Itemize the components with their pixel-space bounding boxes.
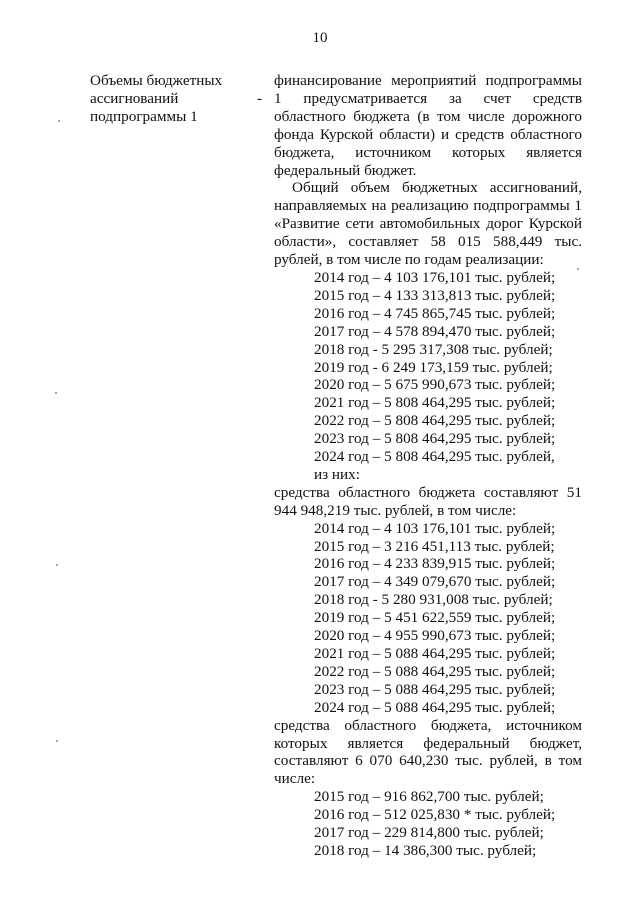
federal-paragraph: средства областного бюджета, источником которых является федеральный бюджет, составляют 6 070 640,230 тыс. рублей, в том числе: <box>274 716 582 788</box>
list-item: 2014 год – 4 103 176,101 тыс. рублей; <box>314 268 556 286</box>
list-item: 2024 год – 5 088 464,295 тыс. рублей; <box>314 698 556 716</box>
list-item: 2022 год – 5 808 464,295 тыс. рублей; <box>314 412 556 430</box>
section-label-line: подпрограммы 1 <box>90 108 198 125</box>
scan-speck <box>55 392 57 394</box>
list-item: 2022 год – 5 088 464,295 тыс. рублей; <box>314 662 556 680</box>
list-item: 2019 год – 5 451 622,559 тыс. рублей; <box>314 609 556 627</box>
list-item: 2023 год – 5 088 464,295 тыс. рублей; <box>314 680 556 698</box>
list-item: 2019 год - 6 249 173,159 тыс. рублей; <box>314 358 553 376</box>
list-item: 2016 год – 4 233 839,915 тыс. рублей; <box>314 555 556 573</box>
list-item: 2018 год - 5 295 317,308 тыс. рублей; <box>314 340 553 358</box>
of-them-label: из них: <box>314 465 360 483</box>
list-item: 2020 год – 4 955 990,673 тыс. рублей; <box>314 627 556 645</box>
total-by-year-list <box>274 269 582 466</box>
total-paragraph: Общий объем бюджетных ассигнований, направляемых на реализацию подпрограммы 1 «Развитие сети автомобильных дорог Курской области», составляет 58 015 588,449 тыс. рублей, в том числе по годам реализации: <box>274 179 582 269</box>
separator-dash: - <box>257 90 263 107</box>
list-item: 2023 год – 5 808 464,295 тыс. рублей; <box>314 430 556 448</box>
list-item: 2024 год – 5 808 464,295 тыс. рублей, <box>314 448 555 466</box>
regional-paragraph: средства областного бюджета составляют 51 944 948,219 тыс. рублей, в том числе: <box>274 483 582 519</box>
federal-by-year-list <box>274 788 582 860</box>
scan-speck <box>56 740 58 742</box>
list-item: 2016 год – 512 025,830 * тыс. рублей; <box>314 806 556 824</box>
list-item: 2015 год – 3 216 451,113 тыс. рублей; <box>314 537 555 555</box>
list-item: 2021 год – 5 808 464,295 тыс. рублей; <box>314 394 556 412</box>
section-content <box>274 72 582 860</box>
scan-speck <box>56 564 58 566</box>
scan-speck <box>577 268 579 270</box>
list-item: 2017 год – 229 814,800 тыс. рублей; <box>314 824 544 842</box>
list-item: 2015 год – 4 133 313,813 тыс. рублей; <box>314 286 556 304</box>
scan-speck <box>58 120 60 122</box>
list-item: 2015 год – 916 862,700 тыс. рублей; <box>314 788 544 806</box>
list-item: 2014 год – 4 103 176,101 тыс. рублей; <box>314 519 556 537</box>
section-label-line: ассигнований <box>90 90 179 107</box>
list-item: 2020 год – 5 675 990,673 тыс. рублей; <box>314 376 556 394</box>
intro-paragraph: финансирование мероприятий подпрограммы 1 предусматривается за счет средств областного бюджета (в том числе дорожного фонда Курской области) и средств областного бюджета, источником которых является федеральный бюджет. <box>274 72 582 179</box>
list-item: 2017 год – 4 349 079,670 тыс. рублей; <box>314 573 556 591</box>
list-item: 2018 год – 14 386,300 тыс. рублей; <box>314 841 537 859</box>
section-label-line: Объемы бюджетных <box>90 72 223 89</box>
regional-by-year-list <box>274 520 582 717</box>
list-item: 2016 год – 4 745 865,745 тыс. рублей; <box>314 304 556 322</box>
list-item: 2018 год - 5 280 931,008 тыс. рублей; <box>314 591 553 609</box>
page-number: 10 <box>312 30 328 46</box>
list-item: 2021 год – 5 088 464,295 тыс. рублей; <box>314 645 556 662</box>
list-item: 2017 год – 4 578 894,470 тыс. рублей; <box>314 322 556 340</box>
section-label <box>90 72 263 126</box>
